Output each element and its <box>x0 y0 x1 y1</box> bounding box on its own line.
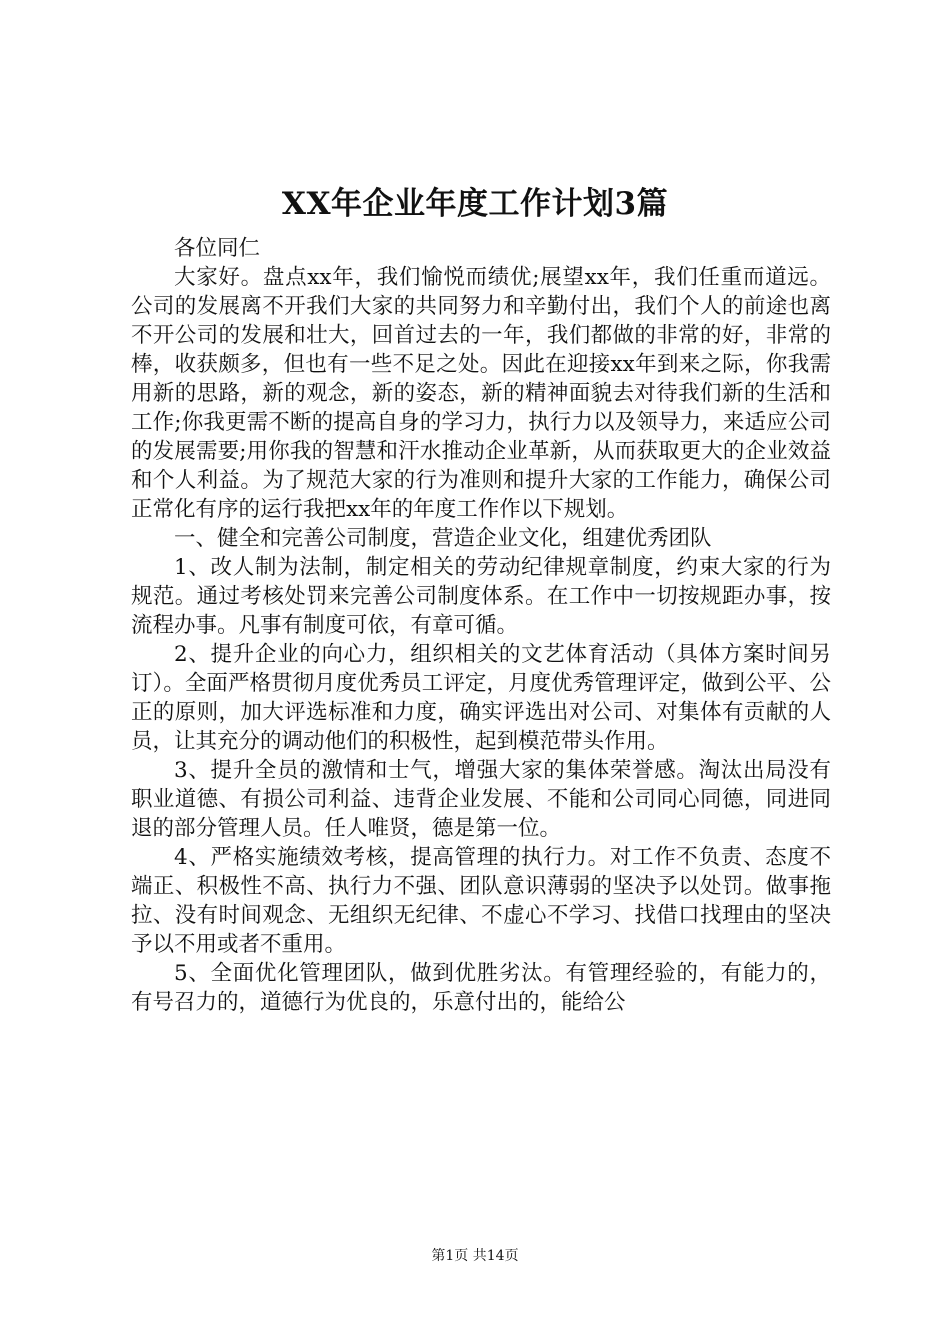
section-heading: 一、健全和完善公司制度，营造企业文化，组建优秀团队 <box>174 526 712 551</box>
document-title: XX年企业年度工作计划3篇 <box>281 186 669 222</box>
document-body <box>131 234 831 1017</box>
page-number: 第1页 <box>431 1248 469 1264</box>
item-paragraph-5: 5、全面优化管理团队，做到优胜劣汰。有管理经验的，有能力的，有号召力的，道德行为优良的，乐意付出的，能给公 <box>131 961 831 1015</box>
page-total: 共14页 <box>472 1248 519 1264</box>
intro-paragraph: 大家好。盘点xx年，我们愉悦而绩优;展望xx年，我们任重而道远。公司的发展离不开我们大家的共同努力和辛勤付出，我们个人的前途也离不开公司的发展和壮大，回首过去的一年，我们都做的非常的好，非常的棒，收获颇多，但也有一些不足之处。因此在迎接xx年到来之际，你我需用新的思路，新的观念，新的姿态，新的精神面貌去对待我们新的生活和工作;你我更需不断的提高自身的学习力，执行力以及领导力，来适应公司的发展需要;用你我的智慧和汗水推动企业革新，从而获取更大的企业效益和个人利益。为了规范大家的行为准则和提升大家的工作能力，确保公司正常化有序的运行我把xx年的年度工作作以下规划。 <box>131 265 831 522</box>
page-footer <box>0 1246 950 1266</box>
item-paragraph-3: 3、提升全员的激情和士气，增强大家的集体荣誉感。淘汰出局没有职业道德、有损公司利益、违背企业发展、不能和公司同心同德，同进同退的部分管理人员。任人唯贤，德是第一位。 <box>131 758 831 841</box>
item-paragraph-4: 4、严格实施绩效考核，提高管理的执行力。对工作不负责、态度不端正、积极性不高、执行力不强、团队意识薄弱的坚决予以处罚。做事拖拉、没有时间观念、无组织无纪律、不虚心不学习、找借口找理由的坚决予以不用或者不重用。 <box>131 845 831 957</box>
item-paragraph-1: 1、改人制为法制，制定相关的劳动纪律规章制度，约束大家的行为规范。通过考核处罚来完善公司制度体系。在工作中一切按规距办事，按流程办事。凡事有制度可依，有章可循。 <box>131 555 831 638</box>
salutation: 各位同仁 <box>174 236 261 261</box>
item-paragraph-2: 2、提升企业的向心力，组织相关的文艺体育活动（具体方案时间另订）。全面严格贯彻月度优秀员工评定，月度优秀管理评定，做到公平、公正的原则，加大评选标准和力度，确实评选出对公司、对集体有贡献的人员，让其充分的调动他们的积极性，起到模范带头作用。 <box>131 642 831 754</box>
